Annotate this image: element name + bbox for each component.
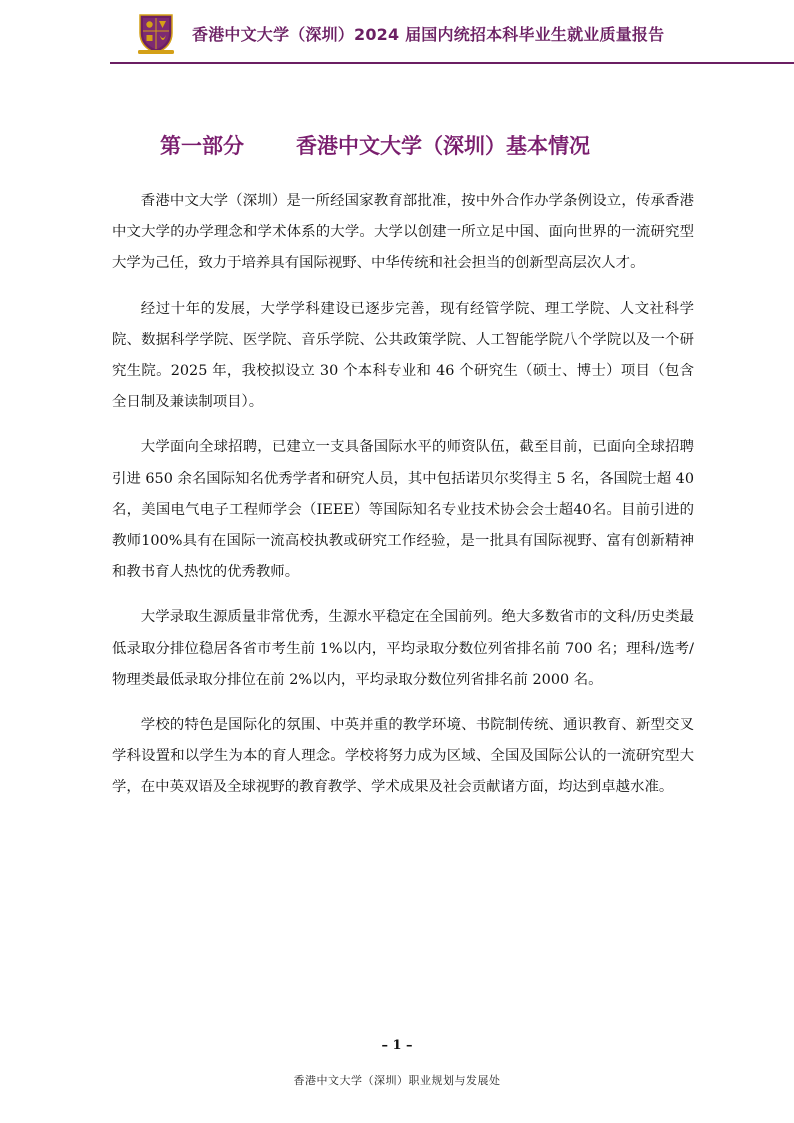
header-divider	[110, 62, 794, 64]
paragraph-faculty: 大学面向全球招聘，已建立一支具备国际水平的师资队伍，截至目前，已面向全球招聘引进 650 余名国际知名优秀学者和研究人员，其中包括诺贝尔奖得主 5 名，各国院士超 40 名，美国电气电子工程师学会（IEEE）等国际知名专业技术协会会士超40名。目前引进的教师100%具有在国际一流高校执教或研究工作经验，是一批具有国际视野、富有创新精神和教书育人热忱的优秀教师。	[112, 439, 694, 581]
section-number: 第一部分	[160, 134, 244, 158]
page-number: – 1 –	[381, 1038, 413, 1053]
footer-office: 香港中文大学（深圳）职业规划与发展处	[293, 1074, 501, 1087]
paragraph-intro: 香港中文大学（深圳）是一所经国家教育部批准，按中外合作办学条例设立，传承香港中文大学的办学理念和学术体系的大学。大学以创建一所立足中国、面向世界的一流研究型大学为己任，致力于培养具有国际视野、中华传统和社会担当的创新型高层次人才。	[112, 193, 694, 272]
university-crest-icon	[135, 11, 177, 55]
report-title: 香港中文大学（深圳）2024 届国内统招本科毕业生就业质量报告	[192, 25, 665, 44]
paragraph-admissions: 大学录取生源质量非常优秀，生源水平稳定在全国前列。绝大多数省市的文科/历史类最低录取分排位稳居各省市考生前 1%以内，平均录取分数位列省排名前 700 名；理科/选考/物理类最低录取分排位在前 2%以内，平均录取分数位列省排名前 2000 名。	[112, 609, 694, 688]
page-header	[0, 0, 794, 64]
paragraph-development: 经过十年的发展，大学学科建设已逐步完善，现有经管学院、理工学院、人文社科学院、数据科学学院、医学院、音乐学院、公共政策学院、人工智能学院八个学院以及一个研究生院。2025 年，我校拟设立 30 个本科专业和 46 个研究生（硕士、博士）项目（包含全日制及兼读制项目）。	[112, 300, 694, 411]
section-name: 香港中文大学（深圳）基本情况	[296, 134, 590, 158]
section-heading	[160, 130, 590, 160]
body-content	[112, 186, 694, 818]
paragraph-features: 学校的特色是国际化的氛围、中英并重的教学环境、书院制传统、通识教育、新型交叉学科设置和以学生为本的育人理念。学校将努力成为区域、全国及国际公认的一流研究型大学，在中英双语及全球视野的教育教学、学术成果及社会贡献诸方面，均达到卓越水准。	[112, 717, 694, 796]
